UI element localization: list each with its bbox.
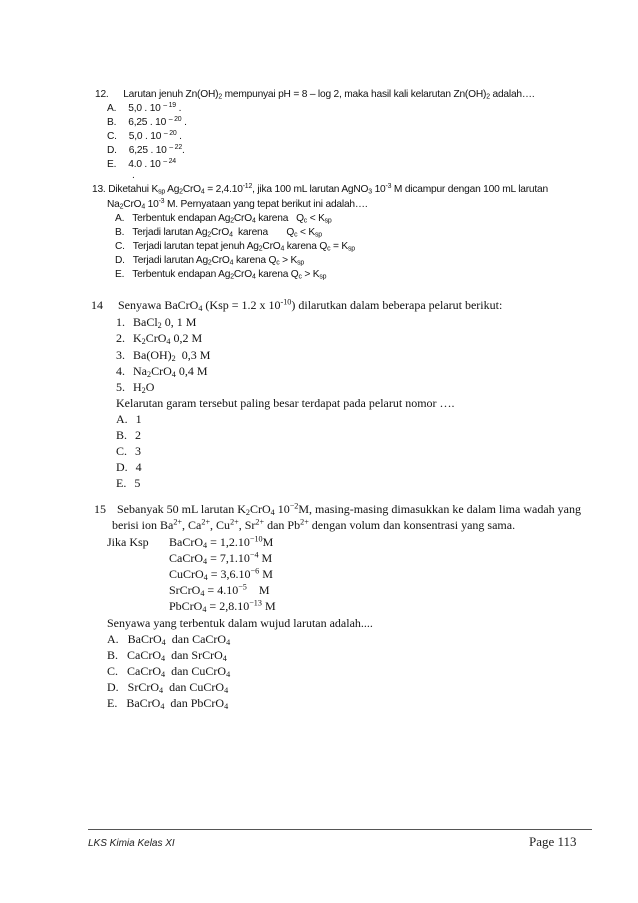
- question-15-stem-line1: 15 Sebanyak 50 mL larutan $K_2CrO_4$ $10^{-2}M$, masing-masing dimasukkan ke dalam lima wadah yang: [94, 501, 581, 518]
- ksp-row: CuCrO$_4$ = $3,6.10^{-6}$ M: [169, 566, 273, 583]
- page-number: Page 113: [529, 834, 577, 849]
- solvent-item: 2. $K_2CrO_4$ 0,2 M: [116, 331, 203, 347]
- solvent-item: 5. $H_2O$: [116, 380, 155, 396]
- question-number: 12.: [95, 89, 109, 100]
- option-b: B. CaCrO$_4$ dan SrCrO$_4$: [107, 648, 227, 664]
- option-d: D. SrCrO$_4$ dan CuCrO$_4$: [107, 680, 229, 696]
- solvent-item: 4. $Na_2CrO_4$ 0,4 M: [116, 364, 208, 380]
- option-d: D. 4: [116, 460, 142, 474]
- option-a: A. Terbentuk endapan $Ag_2CrO_4$ karena $Q_c < K_{sp}$: [115, 213, 332, 225]
- question-13-stem-line2: $Na_2CrO_4$ $10^{-3}$ M. Pernyataan yang tepat berikut ini adalah….: [107, 198, 368, 211]
- option-a: A. BaCrO$_4$ dan CaCrO$_4$: [107, 632, 231, 648]
- option-d: D. Terjadi larutan $Ag_2CrO_4$ karena $Q_c > K_{sp}$: [115, 255, 305, 267]
- option-b: B. Terjadi larutan $Ag_2CrO_4$ karena $Q_c < K_{sp}$: [115, 227, 322, 239]
- question-12-stem: 12. Larutan jenuh $Zn(OH)_2$ mempunyai pH = 8 – log 2, maka hasil kali kelarutan $Zn(OH)_2$ adalah….: [95, 89, 535, 101]
- option-a: A. 1: [116, 412, 142, 426]
- ksp-intro: Jika Ksp: [107, 535, 149, 549]
- solvent-item: 1. BaCl$_2$ 0, 1 M: [116, 315, 197, 331]
- option-b: B. 2: [116, 428, 142, 442]
- option-e: E. 5: [116, 476, 141, 490]
- question-14-prompt: Kelarutan garam tersebut paling besar terdapat pada pelarut nomor ….: [116, 396, 455, 410]
- question-14-stem: 14 Senyawa BaCrO$_4$ (Ksp = 1.2 x $10^{-10}$) dilarutkan dalam beberapa pelarut berikut:: [91, 297, 503, 314]
- question-13-stem-line1: 13. Diketahui $K_{sp}$ $Ag_2CrO_4 = 2,4.10^{-12}$, jika 100 mL larutan AgNO$_3$ $10^{-3}$ M dicampur dengan 100 mL larutan: [92, 183, 548, 196]
- question-15-stem-line2: berisi ion $Ba^{2+}$, $Ca^{2+}$, $Cu^{2+}$, $Sr^{2+}$ dan $Pb^{2+}$ dengan volum dan konsentrasi yang sama.: [112, 517, 516, 532]
- option-c: C. CaCrO$_4$ dan CuCrO$_4$: [107, 664, 231, 680]
- question-number: 14: [91, 298, 103, 312]
- ksp-row: CaCrO$_4$ = $7,1.10^{-4}$ M: [169, 550, 273, 567]
- solvent-item: 3. $Ba(OH)_2$ 0,3 M: [116, 348, 211, 364]
- ksp-row: SrCrO$_4$ = $4.10^{-5}$ M: [169, 582, 270, 599]
- ksp-row: BaCrO$_4$ = $1,2.10^{-10}M$: [169, 534, 274, 551]
- footer-title: LKS Kimia Kelas XI: [88, 838, 175, 849]
- option-d: D. 6,25 . 10 $^{- 22}$.: [107, 144, 185, 156]
- question-number: 13.: [92, 184, 106, 195]
- option-b: B. 6,25 . 10 $^{- 20}$ .: [107, 116, 187, 128]
- option-c: C. 5,0 . 10 $^{- 20}$ .: [107, 130, 182, 142]
- option-c: C. 3: [116, 444, 142, 458]
- option-e: E. Terbentuk endapan $Ag_2CrO_4$ karena $Q_c > K_{sp}$: [115, 269, 327, 281]
- option-c: C. Terjadi larutan tepat jenuh $Ag_2CrO_4$ karena $Q_c = K_{sp}$: [115, 241, 355, 253]
- footer-divider: [88, 829, 592, 830]
- trailing-dot: .: [132, 170, 135, 181]
- option-e: E. BaCrO$_4$ dan PbCrO$_4$: [107, 696, 229, 712]
- ksp-row: PbCrO$_4$ = $2,8.10^{-13}$ M: [169, 598, 276, 615]
- option-a: A. 5,0 . 10 $^{- 19}$ .: [107, 102, 182, 114]
- question-15-prompt: Senyawa yang terbentuk dalam wujud larutan adalah....: [107, 616, 373, 630]
- question-number: 15: [94, 502, 106, 516]
- option-e: E. 4.0 . 10 $^{- 24}$: [107, 158, 176, 170]
